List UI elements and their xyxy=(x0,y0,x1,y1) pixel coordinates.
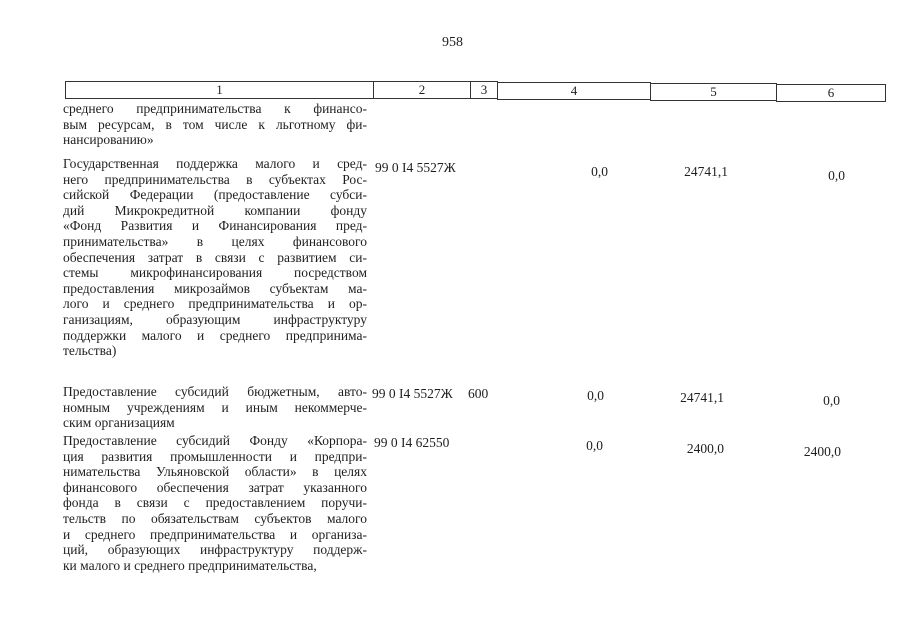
description-line: тельств по обязательствам субъектов малого xyxy=(63,510,367,526)
description-line: вым ресурсам, в том числе к льготному фи- xyxy=(63,116,367,132)
table-row-2-description xyxy=(63,384,367,431)
table-row-1-col6: 0,0 xyxy=(828,168,845,183)
description-line: ганизациям, образующим инфраструктуру xyxy=(63,311,367,327)
description-line: поддержки малого и среднего предпринима- xyxy=(63,327,367,343)
table-header xyxy=(65,81,853,99)
header-col-6: 6 xyxy=(776,84,886,102)
header-col-2: 2 xyxy=(373,81,471,99)
description-line: ций, образующих инфраструктуру поддерж- xyxy=(63,542,367,558)
table-row-0-description xyxy=(63,101,367,148)
description-line: сийской Федерации (предоставление субси- xyxy=(63,187,367,203)
description-line: ция развития промышленности и предпри- xyxy=(63,448,367,464)
description-line: «Фонд Развития и Финансирования пред- xyxy=(63,218,367,234)
description-line: него предпринимательства в субъектах Рос- xyxy=(63,171,367,187)
header-col-3: 3 xyxy=(470,81,498,99)
description-line: дий Микрокредитной компании фонду xyxy=(63,202,367,218)
description-line: Предоставление субсидий бюджетным, авто- xyxy=(63,384,367,399)
description-line: ским организациям xyxy=(63,415,175,431)
description-line: предоставления микрозаймов субъектам ма- xyxy=(63,280,367,296)
description-line: нимательства Ульяновской области» в целях xyxy=(63,464,367,480)
table-row-2-col4: 0,0 xyxy=(587,388,604,403)
description-line: тельства) xyxy=(63,343,117,359)
table-row-2-type: 600 xyxy=(468,386,489,401)
description-line: Государственная поддержка малого и сред- xyxy=(63,156,367,171)
description-line: номным учреждениям и иным некоммерче- xyxy=(63,399,367,415)
table-row-3-col5: 2400,0 xyxy=(686,441,724,456)
table-row-2-col5: 24741,1 xyxy=(680,390,724,405)
description-line: стемы микрофинансирования посредством xyxy=(63,265,367,281)
table-row-1-col4: 0,0 xyxy=(591,164,608,179)
description-line: обеспечения затрат в связи с развитием си- xyxy=(63,249,367,265)
description-line: фонда в связи с предоставлением поручи- xyxy=(63,495,367,511)
table-row-3-col4: 0,0 xyxy=(586,438,603,453)
table-row-3-col6: 2400,0 xyxy=(803,444,841,459)
table-row-2-col6: 0,0 xyxy=(823,393,840,408)
table-row-2-code: 99 0 I4 5527Ж xyxy=(372,386,453,401)
table-row-3-description xyxy=(63,433,367,573)
header-col-1: 1 xyxy=(65,81,374,99)
table-row-3-code: 99 0 I4 62550 xyxy=(374,435,450,450)
header-col-5: 5 xyxy=(650,83,777,101)
table-row-1-description xyxy=(63,156,367,359)
description-line: и среднего предпринимательства и организа- xyxy=(63,526,367,542)
header-col-4: 4 xyxy=(497,82,651,100)
table-row-1-col5: 24741,1 xyxy=(684,164,728,179)
description-line: Предоставление субсидий Фонду «Корпора- xyxy=(63,433,367,448)
description-line: нансированию» xyxy=(63,132,154,148)
table-row-1-code: 99 0 I4 5527Ж xyxy=(375,160,456,175)
description-line: среднего предпринимательства к финансо- xyxy=(63,101,367,116)
description-line: финансового обеспечения затрат указанного xyxy=(63,479,367,495)
description-line: лого и среднего предпринимательства и ор- xyxy=(63,296,367,312)
description-line: принимательства» в целях финансового xyxy=(63,233,367,249)
page-number: 958 xyxy=(442,35,463,50)
description-line: ки малого и среднего предпринимательства, xyxy=(63,557,317,573)
